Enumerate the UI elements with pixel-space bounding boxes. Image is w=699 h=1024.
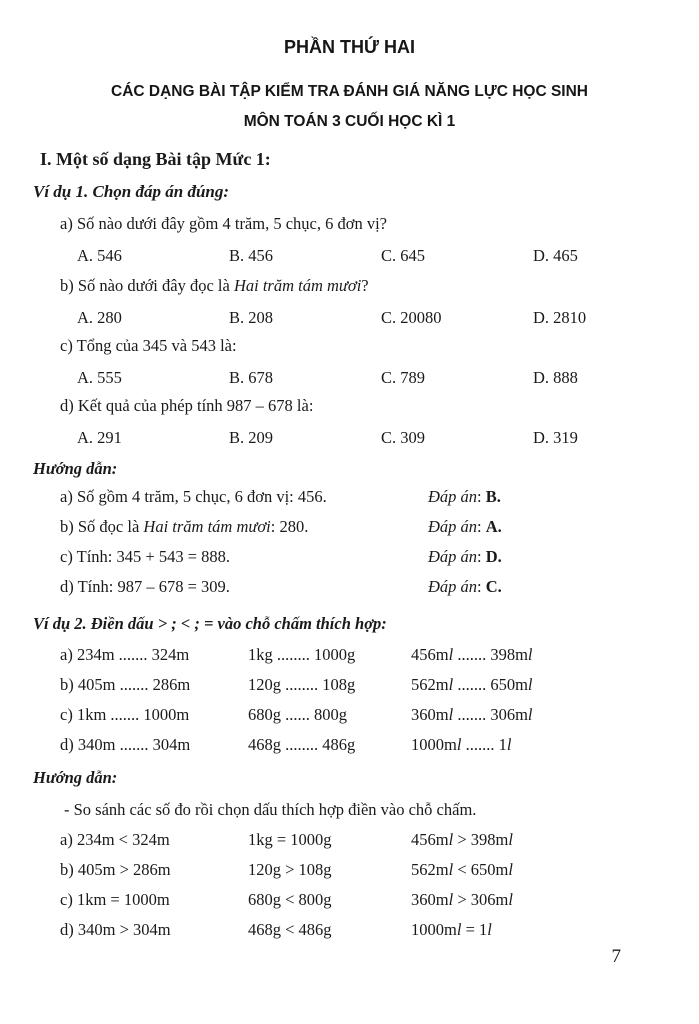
answer-option: A. 291	[77, 428, 122, 447]
comparison-answer: b) 405m > 286m	[60, 860, 171, 879]
question-text	[60, 214, 387, 234]
comparison-exercise: 680g ...... 800g	[248, 705, 347, 724]
question-prefix: b) Số nào dưới đây đọc là	[60, 276, 234, 295]
title-line-2: MÔN TOÁN 3 CUỐI HỌC KÌ 1	[243, 113, 456, 130]
answer-option: C. 20080	[381, 308, 442, 327]
comparison-exercise: 360ml ....... 306ml	[411, 705, 533, 724]
answer-option: A. 280	[77, 308, 122, 327]
guide-text	[60, 547, 230, 567]
part-heading: PHẦN THỨ HAI	[284, 37, 415, 57]
guide-text	[60, 517, 308, 537]
comparison-exercise: b) 405m ....... 286m	[60, 675, 191, 694]
answer-value: B.	[485, 487, 501, 506]
answer-colon: :	[477, 517, 486, 536]
title-line-1: CÁC DẠNG BÀI TẬP KIỂM TRA ĐÁNH GIÁ NĂNG LỰC HỌC SINH	[111, 83, 588, 100]
section-title: I. Một số dạng Bài tập Mức 1:	[40, 149, 271, 169]
guide-prefix: c) Tính: 345 + 543 = 888.	[60, 547, 231, 566]
comparison-answer: 680g < 800g	[248, 890, 332, 909]
guide-text	[60, 577, 230, 597]
question-text	[60, 336, 237, 356]
answer-label: Đáp án	[428, 517, 478, 536]
guide-answer	[428, 547, 502, 567]
guide-suffix: : 280.	[270, 517, 309, 536]
question-prefix: a) Số nào dưới đây gồm 4 trăm, 5 chục, 6 đơn vị?	[60, 214, 387, 233]
comparison-answer: 360ml > 306ml	[411, 890, 513, 909]
question-italic-phrase: Hai trăm tám mươi	[233, 276, 362, 295]
comparison-exercise: d) 340m ....... 304m	[60, 735, 191, 754]
comparison-answer: 562ml < 650ml	[411, 860, 513, 879]
question-prefix: d) Kết quả của phép tính 987 – 678 là:	[60, 396, 314, 415]
answer-option: B. 456	[229, 246, 274, 265]
answer-option: A. 555	[77, 368, 122, 387]
guide-answer	[428, 517, 502, 537]
guide-answer	[428, 577, 502, 597]
guide-text	[60, 487, 327, 507]
example2-guide-title: Hướng dẫn:	[33, 768, 118, 787]
answer-option: D. 465	[533, 246, 578, 265]
comparison-answer: 120g > 108g	[248, 860, 332, 879]
answer-colon: :	[477, 487, 486, 506]
guide-italic-phrase: Hai trăm tám mươi	[143, 517, 271, 536]
answer-option: C. 789	[381, 368, 426, 387]
comparison-exercise: 120g ........ 108g	[248, 675, 356, 694]
comparison-answer: 1000ml = 1l	[411, 920, 492, 939]
guide-prefix: a) Số gồm 4 trăm, 5 chục, 6 đơn vị: 456.	[60, 487, 327, 506]
answer-option: B. 678	[229, 368, 274, 387]
answer-option: C. 309	[381, 428, 426, 447]
answer-value: C.	[485, 577, 502, 596]
question-suffix: ?	[361, 276, 369, 295]
comparison-answer: d) 340m > 304m	[60, 920, 171, 939]
example2-guide-note: - So sánh các số đo rồi chọn dấu thích hợp điền vào chỗ chấm.	[64, 800, 477, 819]
answer-value: D.	[485, 547, 502, 566]
answer-option: C. 645	[381, 246, 426, 265]
answer-label: Đáp án	[428, 577, 478, 596]
page-number: 7	[611, 946, 621, 967]
example1-title: Ví dụ 1. Chọn đáp án đúng:	[33, 182, 230, 201]
comparison-exercise: 562ml ....... 650ml	[411, 675, 533, 694]
guide-prefix: b) Số đọc là	[60, 517, 144, 536]
comparison-answer: 456ml > 398ml	[411, 830, 513, 849]
guide-prefix: d) Tính: 987 – 678 = 309.	[60, 577, 230, 596]
comparison-exercise: 1000ml ....... 1l	[411, 735, 512, 754]
comparison-answer: 468g < 486g	[248, 920, 332, 939]
answer-colon: :	[477, 577, 486, 596]
comparison-answer: 1kg = 1000g	[248, 830, 332, 849]
comparison-answer: c) 1km = 1000m	[60, 890, 170, 909]
answer-option: B. 208	[229, 308, 274, 327]
answer-value: A.	[485, 517, 502, 536]
comparison-answer: a) 234m < 324m	[60, 830, 170, 849]
comparison-exercise: a) 234m ....... 324m	[60, 645, 190, 664]
answer-option: D. 888	[533, 368, 578, 387]
question-prefix: c) Tổng của 345 và 543 là:	[60, 336, 237, 355]
answer-option: A. 546	[77, 246, 122, 265]
example1-guide-title: Hướng dẫn:	[33, 459, 118, 478]
answer-label: Đáp án	[428, 547, 478, 566]
guide-answer	[428, 487, 501, 507]
answer-option: D. 319	[533, 428, 578, 447]
comparison-exercise: c) 1km ....... 1000m	[60, 705, 190, 724]
example2-title: Ví dụ 2. Điền dấu > ; < ; = vào chỗ chấm thích hợp:	[33, 614, 387, 633]
answer-label: Đáp án	[428, 487, 478, 506]
comparison-exercise: 468g ........ 486g	[248, 735, 356, 754]
answer-option: B. 209	[229, 428, 274, 447]
answer-colon: :	[477, 547, 486, 566]
question-text	[60, 396, 313, 416]
answer-option: D. 2810	[533, 308, 587, 327]
question-text	[60, 276, 369, 296]
comparison-exercise: 1kg ........ 1000g	[248, 645, 356, 664]
comparison-exercise: 456ml ....... 398ml	[411, 645, 533, 664]
